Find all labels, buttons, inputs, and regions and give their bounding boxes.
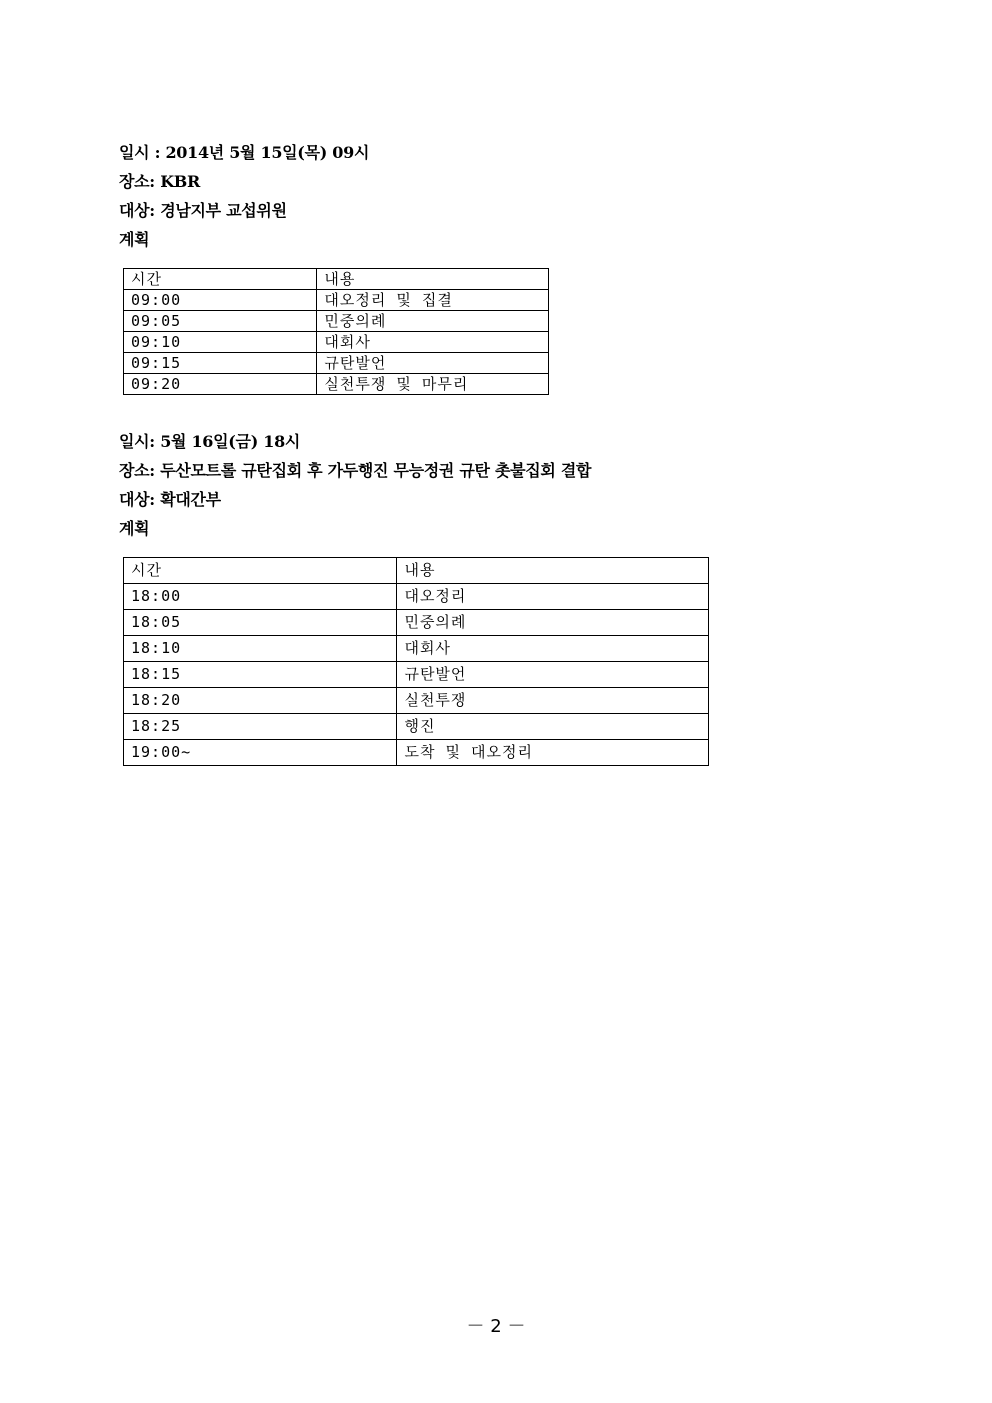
cell-time: 18:10 bbox=[124, 636, 397, 662]
event-date-line bbox=[119, 138, 369, 167]
table-row bbox=[124, 636, 709, 662]
cell-content: 실천투쟁 bbox=[397, 688, 709, 714]
cell-content: 대회사 bbox=[317, 332, 549, 353]
cell-time: 18:25 bbox=[124, 714, 397, 740]
cell-content: 대오정리 및 집결 bbox=[317, 290, 549, 311]
date-value: 5월 16일(금) 18시 bbox=[160, 432, 301, 451]
table-row bbox=[124, 740, 709, 766]
cell-content: 대회사 bbox=[397, 636, 709, 662]
schedule-table-1 bbox=[123, 268, 549, 395]
event-target-line bbox=[119, 196, 369, 225]
table-row bbox=[124, 584, 709, 610]
header-time: 시간 bbox=[124, 558, 397, 584]
cell-time: 18:05 bbox=[124, 610, 397, 636]
cell-time: 09:20 bbox=[124, 374, 317, 395]
date-label: 일시 : bbox=[119, 143, 166, 162]
date-value: 2014년 5월 15일(목) 09시 bbox=[165, 143, 370, 162]
cell-content: 도착 및 대오정리 bbox=[397, 740, 709, 766]
table-row bbox=[124, 662, 709, 688]
location-label: 장소: bbox=[119, 461, 161, 480]
date-label: 일시: bbox=[119, 432, 161, 451]
cell-time: 09:00 bbox=[124, 290, 317, 311]
event-info-2 bbox=[119, 427, 591, 543]
target-value: 경남지부 교섭위원 bbox=[160, 201, 287, 220]
plan-heading bbox=[119, 225, 369, 254]
target-label: 대상: bbox=[119, 201, 161, 220]
event-info-1 bbox=[119, 138, 369, 254]
cell-content: 민중의례 bbox=[317, 311, 549, 332]
schedule-table-2 bbox=[123, 557, 709, 766]
plan-label: 계획 bbox=[119, 230, 150, 249]
location-value: KBR bbox=[160, 172, 201, 191]
page-number: － 2 － bbox=[466, 1316, 526, 1337]
cell-time: 19:00~ bbox=[124, 740, 397, 766]
target-label: 대상: bbox=[119, 490, 161, 509]
cell-content: 대오정리 bbox=[397, 584, 709, 610]
table-header-row bbox=[124, 269, 549, 290]
plan-heading bbox=[119, 514, 591, 543]
event-location-line bbox=[119, 456, 591, 485]
location-value: 두산모트롤 규탄집회 후 가두행진 무능정권 규탄 촛불집회 결합 bbox=[160, 461, 592, 480]
cell-time: 09:10 bbox=[124, 332, 317, 353]
cell-time: 09:05 bbox=[124, 311, 317, 332]
cell-content: 규탄발언 bbox=[397, 662, 709, 688]
cell-time: 18:20 bbox=[124, 688, 397, 714]
cell-content: 민중의례 bbox=[397, 610, 709, 636]
header-content: 내용 bbox=[317, 269, 549, 290]
cell-content: 실천투쟁 및 마무리 bbox=[317, 374, 549, 395]
plan-label: 계획 bbox=[119, 519, 150, 538]
table-row bbox=[124, 374, 549, 395]
table-row bbox=[124, 290, 549, 311]
table-header-row bbox=[124, 558, 709, 584]
event-target-line bbox=[119, 485, 591, 514]
table-row bbox=[124, 311, 549, 332]
table-row bbox=[124, 332, 549, 353]
table-row bbox=[124, 688, 709, 714]
cell-content: 규탄발언 bbox=[317, 353, 549, 374]
target-value: 확대간부 bbox=[160, 490, 221, 509]
table-row bbox=[124, 610, 709, 636]
table-row bbox=[124, 714, 709, 740]
cell-time: 09:15 bbox=[124, 353, 317, 374]
event-date-line bbox=[119, 427, 591, 456]
header-content: 내용 bbox=[397, 558, 709, 584]
header-time: 시간 bbox=[124, 269, 317, 290]
event-location-line bbox=[119, 167, 369, 196]
cell-time: 18:15 bbox=[124, 662, 397, 688]
table-row bbox=[124, 353, 549, 374]
cell-content: 행진 bbox=[397, 714, 709, 740]
cell-time: 18:00 bbox=[124, 584, 397, 610]
location-label: 장소: bbox=[119, 172, 161, 191]
